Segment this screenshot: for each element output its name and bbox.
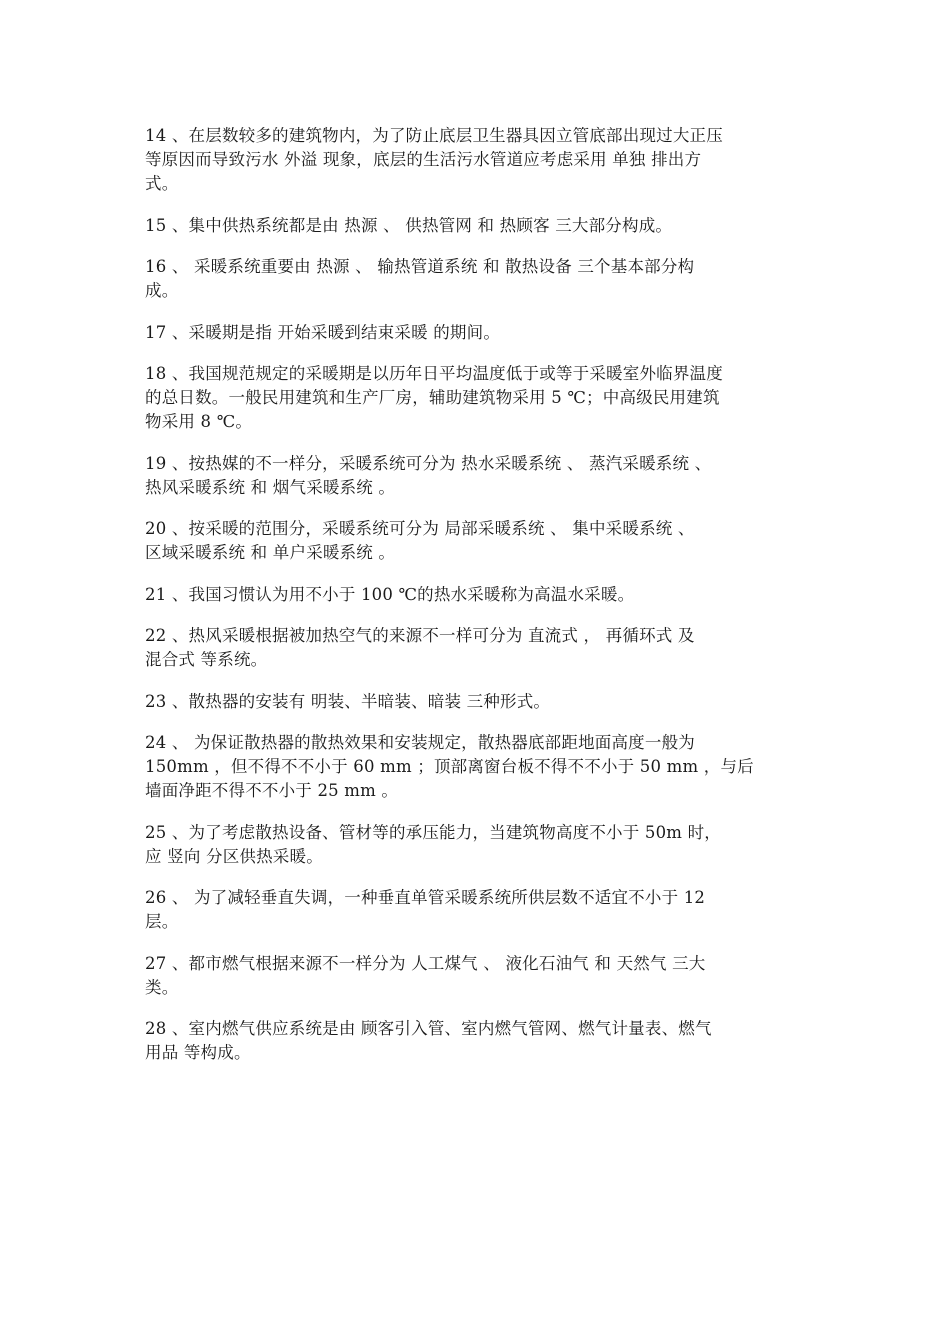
line: 21 、我国习惯认为用不小于 100 ℃的热水采暖称为高温水采暖。 [145,584,635,604]
question-28 [145,1017,810,1065]
line: 150mm ，但不得不不小于 60 mm ；顶部离窗台板不得不不小于 50 mm ，与后 [145,757,754,776]
line: 18 、我国规范规定的采暖期是以历年日平均温度低于或等于采暖室外临界温度 [145,364,723,383]
line: 16 、 采暖系统重要由 热源 、 输热管道系统 和 散热设备 三个基本部分构 [145,257,695,276]
line: 层。 [145,912,179,931]
line: 用品 等构成。 [145,1043,251,1062]
line: 22 、热风采暖根据被加热空气的来源不一样可分为 直流式 ， 再循环式 及 [145,626,695,645]
question-20 [145,517,810,565]
line: 热风采暖系统 和 烟气采暖系统 。 [145,477,396,497]
question-16 [145,255,810,303]
line: 式。 [145,174,179,193]
line: 25 、为了考虑散热设备、管材等的承压能力，当建筑物高度不小于 50m 时， [145,822,721,842]
line: 26 、 为了减轻垂直失调，一种垂直单管采暖系统所供层数不适宜不小于 12 [145,888,706,907]
line: 应 竖向 分区供热采暖。 [145,846,323,866]
line: 物采用 8 ℃。 [145,412,253,431]
line: 区域采暖系统 和 单户采暖系统 。 [145,543,396,562]
line: 成。 [145,281,179,300]
line: 墙面净距不得不不小于 25 mm 。 [145,781,399,800]
question-27 [145,952,810,1000]
question-22 [145,624,810,672]
line: 27 、都市燃气根据来源不一样分为 人工煤气 、 液化石油气 和 天然气 三大 [145,953,706,973]
question-18 [145,362,810,434]
line: 15 、集中供热系统都是由 热源 、 供热管网 和 热顾客 三大部分构成。 [145,215,673,235]
question-17 [145,321,810,345]
line: 混合式 等系统。 [145,650,268,669]
question-23 [145,690,810,714]
question-15 [145,214,810,238]
line: 等原因而导致污水 外溢 现象，底层的生活污水管道应考虑采用 单独 排出方 [145,150,702,169]
question-14 [145,124,810,196]
line: 14 、在层数较多的建筑物内，为了防止底层卫生器具因立管底部出现过大正压 [145,126,723,145]
line: 17 、采暖期是指 开始采暖到结束采暖 的期间。 [145,322,501,342]
question-24 [145,731,810,803]
question-26 [145,886,810,934]
line: 23 、散热器的安装有 明装、半暗装、暗装 三种形式。 [145,691,551,711]
question-19 [145,452,810,500]
line: 28 、室内燃气供应系统是由 顾客引入管、室内燃气管网、燃气计量表、燃气 [145,1019,712,1038]
line: 20 、按采暖的范围分，采暖系统可分为 局部采暖系统 、 集中采暖系统 、 [145,519,695,538]
line: 类。 [145,977,179,997]
line: 的总日数。一般民用建筑和生产厂房，辅助建筑物采用 5 ℃；中高级民用建筑 [145,388,720,407]
line: 19 、按热媒的不一样分，采暖系统可分为 热水采暖系统 、 蒸汽采暖系统 、 [145,453,712,473]
line: 24 、 为保证散热器的散热效果和安装规定，散热器底部距地面高度一般为 [145,733,695,752]
question-21 [145,583,810,607]
question-25 [145,821,810,869]
document-body [145,124,810,1083]
